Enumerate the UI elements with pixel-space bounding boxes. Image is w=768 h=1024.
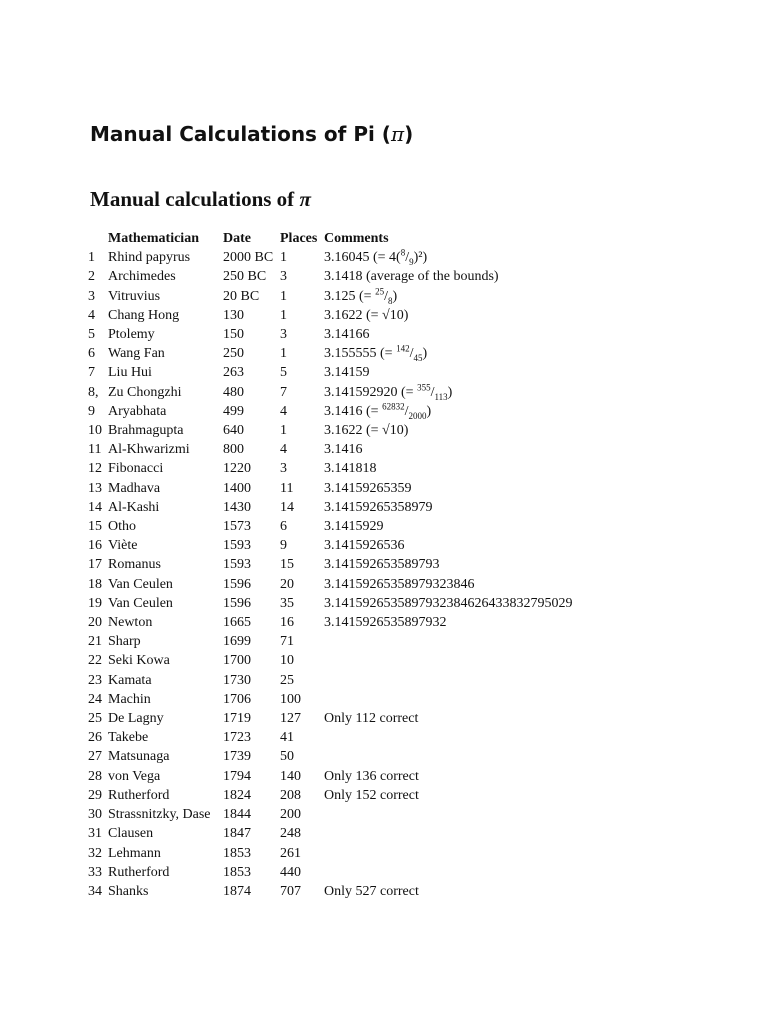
mathematician-name: Takebe bbox=[108, 730, 149, 746]
row-number: 11 bbox=[88, 442, 102, 458]
comment-cell bbox=[324, 575, 624, 594]
date-cell: 1853 bbox=[223, 864, 251, 880]
mathematician-name: Wang Fan bbox=[108, 346, 165, 362]
comment-cell bbox=[324, 613, 624, 632]
date-cell: 1719 bbox=[223, 711, 251, 727]
date-cell: 1596 bbox=[223, 576, 251, 592]
row-number: 14 bbox=[88, 499, 102, 515]
places-cell: 3 bbox=[280, 269, 287, 285]
places-cell: 9 bbox=[280, 538, 287, 554]
mathematician-name: Lehmann bbox=[108, 845, 161, 861]
places-cell: 25 bbox=[280, 672, 294, 688]
places-cell: 200 bbox=[280, 807, 301, 823]
places-cell: 5 bbox=[280, 365, 287, 381]
table-row bbox=[88, 517, 624, 536]
table-row bbox=[88, 882, 624, 901]
fraction-numerator: 62832 bbox=[382, 401, 405, 412]
date-cell: 1824 bbox=[223, 787, 251, 803]
places-cell: 7 bbox=[280, 384, 287, 400]
table-row bbox=[88, 728, 624, 747]
mathematician-name: von Vega bbox=[108, 768, 161, 784]
comment-text-end: ) bbox=[392, 288, 398, 304]
comment-cell bbox=[324, 517, 624, 536]
row-number: 22 bbox=[88, 653, 102, 669]
places-cell: 20 bbox=[280, 576, 294, 592]
date-cell: 1593 bbox=[223, 557, 251, 573]
row-number: 28 bbox=[88, 768, 102, 784]
row-number: 16 bbox=[88, 538, 102, 554]
comment-cell bbox=[324, 805, 624, 824]
places-cell: 248 bbox=[280, 826, 301, 842]
row-number: 26 bbox=[88, 730, 102, 746]
row-number: 5 bbox=[88, 327, 95, 343]
date-cell: 1706 bbox=[223, 691, 251, 707]
header-comments: Comments bbox=[324, 231, 389, 246]
header-date: Date bbox=[223, 231, 251, 246]
mathematician-name: Newton bbox=[108, 615, 153, 631]
comment-text-end: ) bbox=[447, 384, 453, 400]
comment-text: 3.1415929 bbox=[324, 519, 384, 535]
table-row bbox=[88, 325, 624, 344]
comment-text: 3.16045 (= 4( bbox=[324, 250, 401, 266]
row-number: 7 bbox=[88, 365, 95, 381]
date-cell: 1723 bbox=[223, 730, 251, 746]
row-number: 31 bbox=[88, 826, 102, 842]
mathematician-name: Kamata bbox=[108, 672, 152, 688]
date-cell: 1430 bbox=[223, 499, 251, 515]
comment-text: 3.1415926536 bbox=[324, 538, 405, 554]
comment-cell bbox=[324, 344, 624, 363]
table-row bbox=[88, 805, 624, 824]
comment-cell bbox=[324, 555, 624, 574]
places-cell: 14 bbox=[280, 499, 294, 515]
pi-symbol: π bbox=[390, 122, 405, 146]
table-row bbox=[88, 536, 624, 555]
comment-text: 3.1622 (= √10) bbox=[324, 307, 409, 323]
mathematician-name: Zu Chongzhi bbox=[108, 384, 182, 400]
comment-cell bbox=[324, 844, 624, 863]
table-row bbox=[88, 594, 624, 613]
date-cell: 1596 bbox=[223, 595, 251, 611]
row-number: 12 bbox=[88, 461, 102, 477]
comment-cell bbox=[324, 248, 624, 267]
table-row bbox=[88, 383, 624, 402]
date-cell: 1844 bbox=[223, 807, 251, 823]
fraction-numerator: 8 bbox=[400, 247, 406, 258]
mathematician-name: Machin bbox=[108, 691, 151, 707]
date-cell: 1847 bbox=[223, 826, 251, 842]
table-row bbox=[88, 844, 624, 863]
date-cell: 1853 bbox=[223, 845, 251, 861]
row-number: 4 bbox=[88, 307, 95, 323]
comment-text: 3.1418 (average of the bounds) bbox=[324, 269, 499, 285]
table-row bbox=[88, 786, 624, 805]
comment-cell bbox=[324, 863, 624, 882]
comment-cell bbox=[324, 709, 624, 728]
mathematician-name: Shanks bbox=[108, 883, 149, 899]
fraction-denominator: 45 bbox=[413, 353, 423, 364]
places-cell: 127 bbox=[280, 711, 301, 727]
comment-text-end: ) bbox=[426, 403, 432, 419]
comment-text: 3.155555 (= bbox=[324, 346, 397, 362]
row-number: 32 bbox=[88, 845, 102, 861]
places-cell: 41 bbox=[280, 730, 294, 746]
fraction-denominator: 113 bbox=[434, 391, 448, 402]
mathematician-name: De Lagny bbox=[108, 711, 164, 727]
places-cell: 15 bbox=[280, 557, 294, 573]
table-row bbox=[88, 248, 624, 267]
mathematician-name: Rutherford bbox=[108, 787, 170, 803]
comment-cell bbox=[324, 786, 624, 805]
comment-cell bbox=[324, 824, 624, 843]
mathematician-name: Ptolemy bbox=[108, 327, 155, 343]
date-cell: 20 BC bbox=[223, 288, 260, 304]
comment-text: 3.125 (= bbox=[324, 288, 376, 304]
row-number: 27 bbox=[88, 749, 102, 765]
mathematician-name: Al-Khwarizmi bbox=[108, 442, 190, 458]
date-cell: 150 bbox=[223, 327, 244, 343]
comment-text: Only 112 correct bbox=[324, 711, 419, 727]
places-cell: 208 bbox=[280, 787, 301, 803]
comment-text: 3.1415926535897932384626433832795029 bbox=[324, 595, 573, 611]
comment-cell bbox=[324, 747, 624, 766]
mathematician-name: Al-Kashi bbox=[108, 499, 160, 515]
fraction-numerator: 355 bbox=[417, 381, 431, 392]
date-cell: 1665 bbox=[223, 615, 251, 631]
date-cell: 800 bbox=[223, 442, 244, 458]
row-number: 34 bbox=[88, 883, 102, 899]
table-row bbox=[88, 690, 624, 709]
comment-cell bbox=[324, 363, 624, 382]
comment-cell bbox=[324, 459, 624, 478]
table-row bbox=[88, 421, 624, 440]
comment-text: 3.14159265358979 bbox=[324, 499, 433, 515]
comment-text: 3.1416 bbox=[324, 442, 363, 458]
places-cell: 707 bbox=[280, 883, 301, 899]
table-row bbox=[88, 287, 624, 306]
date-cell: 1400 bbox=[223, 480, 251, 496]
mathematician-name: Van Ceulen bbox=[108, 576, 173, 592]
table-row bbox=[88, 402, 624, 421]
comment-cell bbox=[324, 306, 624, 325]
table-row bbox=[88, 479, 624, 498]
header-number bbox=[88, 229, 108, 248]
places-cell: 3 bbox=[280, 461, 287, 477]
table-row bbox=[88, 671, 624, 690]
row-number: 30 bbox=[88, 807, 102, 823]
table-row bbox=[88, 344, 624, 363]
comment-text-end: ) bbox=[422, 346, 428, 362]
fraction-numerator: 25 bbox=[375, 285, 385, 296]
title-close: ) bbox=[404, 122, 414, 146]
heading-text: Manual calculations of bbox=[90, 187, 300, 211]
comment-cell bbox=[324, 632, 624, 651]
date-cell: 1874 bbox=[223, 883, 251, 899]
row-number: 1 bbox=[88, 250, 95, 266]
header-places: Places bbox=[280, 231, 318, 246]
table-row bbox=[88, 613, 624, 632]
places-cell: 140 bbox=[280, 768, 301, 784]
mathematician-name: Chang Hong bbox=[108, 307, 180, 323]
date-cell: 1220 bbox=[223, 461, 251, 477]
places-cell: 35 bbox=[280, 595, 294, 611]
places-cell: 1 bbox=[280, 307, 287, 323]
row-number: 21 bbox=[88, 634, 102, 650]
row-number: 24 bbox=[88, 691, 102, 707]
date-cell: 1573 bbox=[223, 519, 251, 535]
date-cell: 250 BC bbox=[223, 269, 267, 285]
comment-cell bbox=[324, 767, 624, 786]
document-title bbox=[90, 120, 413, 148]
fraction-denominator: 8 bbox=[387, 295, 393, 306]
mathematician-name: Seki Kowa bbox=[108, 653, 170, 669]
mathematician-name: Madhava bbox=[108, 480, 161, 496]
date-cell: 499 bbox=[223, 403, 244, 419]
comment-text: 3.14159265359 bbox=[324, 480, 412, 496]
comment-cell bbox=[324, 651, 624, 670]
row-number: 20 bbox=[88, 615, 102, 631]
table-row bbox=[88, 555, 624, 574]
calculations-table bbox=[88, 229, 624, 901]
date-cell: 1730 bbox=[223, 672, 251, 688]
table-row bbox=[88, 747, 624, 766]
table-row bbox=[88, 824, 624, 843]
table-row bbox=[88, 267, 624, 286]
comment-cell bbox=[324, 421, 624, 440]
comment-text: 3.1415926535897932 bbox=[324, 615, 447, 631]
comment-cell bbox=[324, 402, 624, 421]
mathematician-name: Matsunaga bbox=[108, 749, 170, 765]
mathematician-name: Rhind papyrus bbox=[108, 250, 191, 266]
places-cell: 3 bbox=[280, 327, 287, 343]
row-number: 3 bbox=[88, 288, 95, 304]
places-cell: 4 bbox=[280, 442, 287, 458]
comment-cell bbox=[324, 882, 624, 901]
fraction-denominator: 2000 bbox=[408, 410, 427, 421]
places-cell: 440 bbox=[280, 864, 301, 880]
comment-cell bbox=[324, 594, 624, 613]
places-cell: 16 bbox=[280, 615, 294, 631]
section-heading bbox=[90, 184, 311, 214]
row-number: 19 bbox=[88, 595, 102, 611]
date-cell: 1593 bbox=[223, 538, 251, 554]
mathematician-name: Viète bbox=[108, 538, 138, 554]
comment-cell bbox=[324, 267, 624, 286]
comment-cell bbox=[324, 325, 624, 344]
fraction-slash: / bbox=[409, 346, 414, 362]
fraction-slash: / bbox=[384, 288, 388, 304]
places-cell: 1 bbox=[280, 423, 287, 439]
places-cell: 1 bbox=[280, 346, 287, 362]
mathematician-name: Fibonacci bbox=[108, 461, 164, 477]
comment-text: 3.14159265358979323846 bbox=[324, 576, 475, 592]
row-number: 9 bbox=[88, 403, 95, 419]
mathematician-name: Brahmagupta bbox=[108, 423, 184, 439]
mathematician-name: Aryabhata bbox=[108, 403, 167, 419]
comment-cell bbox=[324, 287, 624, 306]
table-body bbox=[88, 248, 624, 901]
header-mathematician: Mathematician bbox=[108, 231, 199, 246]
date-cell: 1700 bbox=[223, 653, 251, 669]
places-cell: 71 bbox=[280, 634, 294, 650]
places-cell: 1 bbox=[280, 288, 287, 304]
places-cell: 4 bbox=[280, 403, 287, 419]
row-number: 13 bbox=[88, 480, 102, 496]
comment-cell bbox=[324, 479, 624, 498]
table-row bbox=[88, 459, 624, 478]
fraction-slash: / bbox=[430, 384, 435, 400]
mathematician-name: Otho bbox=[108, 519, 136, 535]
date-cell: 480 bbox=[223, 384, 244, 400]
row-number: 2 bbox=[88, 269, 95, 285]
comment-text-end: )²) bbox=[413, 250, 428, 266]
fraction-slash: / bbox=[404, 403, 409, 419]
table-row bbox=[88, 498, 624, 517]
comment-cell bbox=[324, 383, 624, 402]
comment-text: Only 152 correct bbox=[324, 787, 419, 803]
comment-text: 3.14166 bbox=[324, 327, 370, 343]
mathematician-name: Vitruvius bbox=[108, 288, 161, 304]
table-row bbox=[88, 709, 624, 728]
row-number: 17 bbox=[88, 557, 102, 573]
mathematician-name: Clausen bbox=[108, 826, 154, 842]
date-cell: 640 bbox=[223, 423, 244, 439]
mathematician-name: Archimedes bbox=[108, 269, 176, 285]
mathematician-name: Rutherford bbox=[108, 864, 170, 880]
row-number: 10 bbox=[88, 423, 102, 439]
row-number: 18 bbox=[88, 576, 102, 592]
places-cell: 261 bbox=[280, 845, 301, 861]
table-row bbox=[88, 632, 624, 651]
comment-text: Only 527 correct bbox=[324, 883, 419, 899]
table-row bbox=[88, 767, 624, 786]
comment-text: 3.141818 bbox=[324, 461, 377, 477]
comment-cell bbox=[324, 498, 624, 517]
comment-text: Only 136 correct bbox=[324, 768, 419, 784]
date-cell: 263 bbox=[223, 365, 244, 381]
row-number: 33 bbox=[88, 864, 102, 880]
row-number: 15 bbox=[88, 519, 102, 535]
fraction-numerator: 142 bbox=[396, 343, 410, 354]
comment-cell bbox=[324, 690, 624, 709]
date-cell: 1699 bbox=[223, 634, 251, 650]
mathematician-name: Romanus bbox=[108, 557, 161, 573]
places-cell: 50 bbox=[280, 749, 294, 765]
row-number: 6 bbox=[88, 346, 95, 362]
places-cell: 11 bbox=[280, 480, 294, 496]
comment-text: 3.141592920 (= bbox=[324, 384, 418, 400]
title-text: Manual Calculations of Pi ( bbox=[90, 122, 391, 146]
mathematician-name: Sharp bbox=[108, 634, 141, 650]
comment-cell bbox=[324, 728, 624, 747]
places-cell: 6 bbox=[280, 519, 287, 535]
comment-cell bbox=[324, 671, 624, 690]
mathematician-name: Strassnitzky, Dase bbox=[108, 807, 211, 823]
fraction-denominator: 9 bbox=[409, 257, 414, 267]
comment-cell bbox=[324, 536, 624, 555]
date-cell: 2000 BC bbox=[223, 250, 274, 266]
table-row bbox=[88, 863, 624, 882]
comment-text: 3.1416 (= bbox=[324, 403, 383, 419]
table-row bbox=[88, 363, 624, 382]
table-header-row bbox=[88, 229, 624, 248]
row-number: 25 bbox=[88, 711, 102, 727]
date-cell: 1794 bbox=[223, 768, 251, 784]
table-row bbox=[88, 306, 624, 325]
date-cell: 1739 bbox=[223, 749, 251, 765]
pi-symbol: π bbox=[299, 187, 311, 211]
row-number: 23 bbox=[88, 672, 102, 688]
mathematician-name: Liu Hui bbox=[108, 365, 152, 381]
row-number: 8, bbox=[88, 384, 99, 400]
places-cell: 1 bbox=[280, 250, 287, 266]
table-row bbox=[88, 440, 624, 459]
table-row bbox=[88, 651, 624, 670]
places-cell: 10 bbox=[280, 653, 294, 669]
date-cell: 250 bbox=[223, 346, 244, 362]
mathematician-name: Van Ceulen bbox=[108, 595, 173, 611]
date-cell: 130 bbox=[223, 307, 244, 323]
table-row bbox=[88, 575, 624, 594]
comment-cell bbox=[324, 440, 624, 459]
fraction-slash: / bbox=[405, 250, 410, 266]
row-number: 29 bbox=[88, 787, 102, 803]
comment-text: 3.14159 bbox=[324, 365, 370, 381]
places-cell: 100 bbox=[280, 691, 301, 707]
comment-text: 3.141592653589793 bbox=[324, 557, 440, 573]
comment-text: 3.1622 (= √10) bbox=[324, 423, 409, 439]
